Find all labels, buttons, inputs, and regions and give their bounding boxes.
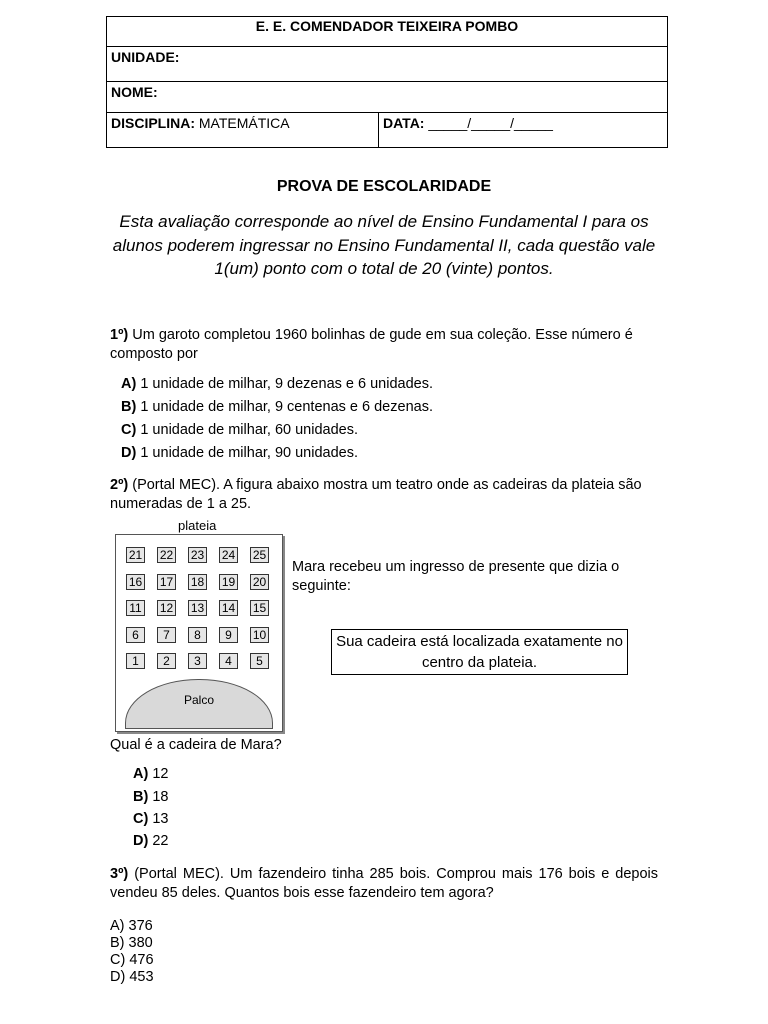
q2-option-b-text: 18 xyxy=(152,789,169,805)
seat-21: 21 xyxy=(126,547,145,563)
intro-text: Esta avaliação corresponde ao nível de Ensino Fundamental I para os alunos poderem ingressar no Ensino Fundamental II, cada questão vale 1(um) ponto com o total de 20 (vinte) pontos. xyxy=(112,212,656,278)
q3-option-a: A) 376 xyxy=(110,918,153,934)
seat-4: 4 xyxy=(219,653,238,669)
seat-12: 12 xyxy=(157,600,176,616)
q1-option-d-letter: D) xyxy=(121,445,137,461)
q2-option-c-letter: C) xyxy=(133,811,149,827)
q1-option-a-text: 1 unidade de milhar, 9 dezenas e 6 unidades. xyxy=(140,376,433,392)
seat-18: 18 xyxy=(188,574,207,590)
seat-6: 6 xyxy=(126,627,145,643)
question-3-number: 3º) xyxy=(110,866,129,882)
seat-2: 2 xyxy=(157,653,176,669)
q1-option-c-text: 1 unidade de milhar, 60 unidades. xyxy=(140,422,359,438)
seat-17: 17 xyxy=(157,574,176,590)
q1-option-a xyxy=(121,376,433,392)
seat-11: 11 xyxy=(126,600,145,616)
disciplina-field xyxy=(107,113,379,148)
seat-19: 19 xyxy=(219,574,238,590)
q2-option-c-text: 13 xyxy=(152,811,169,827)
q1-option-a-letter: A) xyxy=(121,376,137,392)
q2-option-d-text: 22 xyxy=(152,833,169,849)
q3-option-c: C) 476 xyxy=(110,952,154,968)
q1-option-c xyxy=(121,422,358,438)
question-3 xyxy=(110,865,658,903)
question-2-text: (Portal MEC). A figura abaixo mostra um teatro onde as cadeiras da plateia são numeradas de 1 a 25. xyxy=(110,477,642,512)
q2-option-c xyxy=(133,811,168,827)
seat-16: 16 xyxy=(126,574,145,590)
question-2-number: 2º) xyxy=(110,477,129,493)
q2-option-d-letter: D) xyxy=(133,833,149,849)
q2-option-a-text: 12 xyxy=(152,766,169,782)
q2-option-a xyxy=(133,766,168,782)
q2-option-b-letter: B) xyxy=(133,789,149,805)
theater-figure xyxy=(115,534,283,732)
q1-option-c-letter: C) xyxy=(121,422,137,438)
seat-3: 3 xyxy=(188,653,207,669)
question-2 xyxy=(110,476,658,514)
seat-22: 22 xyxy=(157,547,176,563)
ticket-box: Sua cadeira está localizada exatamente no centro da plateia. xyxy=(331,629,628,675)
seat-14: 14 xyxy=(219,600,238,616)
seat-13: 13 xyxy=(188,600,207,616)
data-blank: _____/_____/_____ xyxy=(428,115,553,131)
seat-7: 7 xyxy=(157,627,176,643)
seat-9: 9 xyxy=(219,627,238,643)
disciplina-label: DISCIPLINA: xyxy=(111,115,195,131)
q2-option-b xyxy=(133,789,168,805)
question-1-text: Um garoto completou 1960 bolinhas de gude em sua coleção. Esse número é composto por xyxy=(110,327,633,362)
seat-5: 5 xyxy=(250,653,269,669)
question-2-prompt: Qual é a cadeira de Mara? xyxy=(110,737,282,753)
q1-option-b xyxy=(121,399,433,415)
seat-8: 8 xyxy=(188,627,207,643)
seat-15: 15 xyxy=(250,600,269,616)
question-3-text: (Portal MEC). Um fazendeiro tinha 285 bois. Comprou mais 176 bois e depois vendeu 85 deles. Quantos bois esse fazendeiro tem agora? xyxy=(110,866,659,901)
q3-option-b: B) 380 xyxy=(110,935,153,951)
q1-option-b-letter: B) xyxy=(121,399,137,415)
question-1 xyxy=(110,326,658,364)
disciplina-value: MATEMÁTICA xyxy=(198,115,290,131)
q1-option-d xyxy=(121,445,358,461)
stage: Palco xyxy=(125,679,273,729)
page-title: PROVA DE ESCOLARIDADE xyxy=(276,178,492,195)
school-name: E. E. COMENDADOR TEIXEIRA POMBO xyxy=(107,17,668,47)
header-table xyxy=(106,16,668,148)
q2-option-a-letter: A) xyxy=(133,766,149,782)
q1-option-d-text: 1 unidade de milhar, 90 unidades. xyxy=(140,445,359,461)
q1-option-b-text: 1 unidade de milhar, 9 centenas e 6 dezenas. xyxy=(140,399,433,415)
data-label: DATA: xyxy=(383,115,425,131)
plateia-label: plateia xyxy=(178,518,217,533)
seat-23: 23 xyxy=(188,547,207,563)
seat-10: 10 xyxy=(250,627,269,643)
seat-24: 24 xyxy=(219,547,238,563)
q3-option-d: D) 453 xyxy=(110,969,154,985)
seat-1: 1 xyxy=(126,653,145,669)
question-2-side-text: Mara recebeu um ingresso de presente que dizia o seguinte: xyxy=(292,559,620,594)
data-field xyxy=(379,113,668,148)
seat-20: 20 xyxy=(250,574,269,590)
q2-option-d xyxy=(133,833,168,849)
nome-field: NOME: xyxy=(107,82,668,113)
seat-25: 25 xyxy=(250,547,269,563)
unidade-field: UNIDADE: xyxy=(107,47,668,82)
question-1-number: 1º) xyxy=(110,327,129,343)
